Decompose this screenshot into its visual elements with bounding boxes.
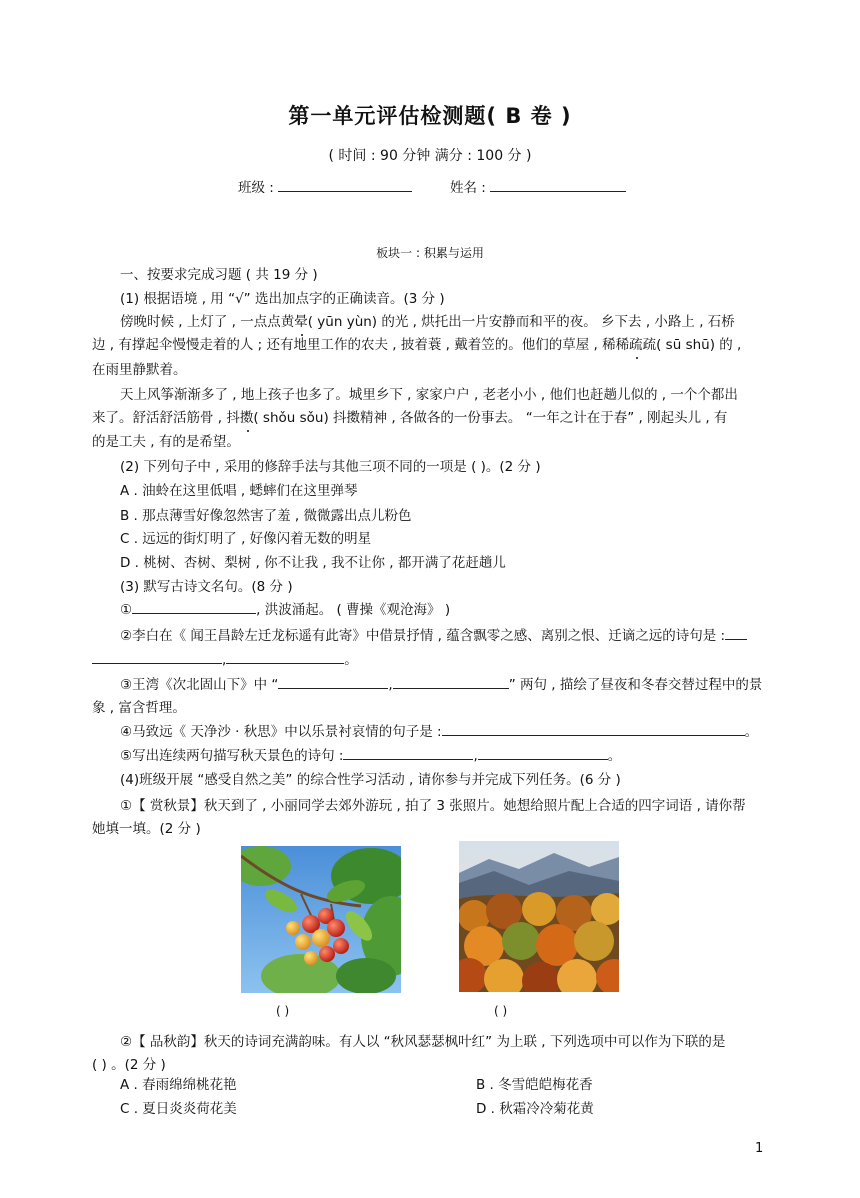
dotted-char: 疏: [629, 337, 643, 353]
q1-prompt: (1) 根据语境 , 用 “√” 选出加点字的正确读音。(3 分 ): [120, 291, 445, 307]
q4-option-b[interactable]: B . 冬雪皑皑梅花香: [476, 1077, 593, 1093]
berries-photo: [241, 846, 401, 993]
autumn-forest-photo: [459, 841, 619, 992]
q4-task-1-cont: 她填一填。(2 分 ): [92, 821, 201, 837]
q2-prompt: (2) 下列句子中 , 采用的修辞手法与其他三项不同的一项是 ( )。(2 分 ): [120, 459, 541, 475]
q3-item-3-cont: 象 , 富含哲理。: [92, 700, 186, 716]
name-blank[interactable]: [490, 179, 626, 192]
q4-option-c[interactable]: C . 夏日炎炎荷花美: [120, 1101, 237, 1117]
q3-item-2: ②李白在《 闻王昌龄左迁龙标遥有此寄》中借景抒情 , 蕴含飘零之感、离别之恨、迁谪之远的诗句是 :: [120, 626, 747, 646]
answer-blank[interactable]: [393, 676, 509, 689]
name-field: [450, 176, 626, 196]
q1-passage-line: 来了。舒活舒活筋骨 , 抖擞( shǒu sǒu) 抖擞精神 , 各做各的一份事去。 “一年之计在于春” , 刚起头儿 , 有: [92, 410, 728, 426]
answer-blank[interactable]: [278, 676, 388, 689]
q3-prompt: (3) 默写古诗文名句。(8 分 ): [120, 579, 293, 595]
class-blank[interactable]: [278, 179, 412, 192]
answer-blank[interactable]: [478, 747, 608, 760]
q1-passage-line: 天上风筝渐渐多了 , 地上孩子也多了。城里乡下 , 家家户户 , 老老小小 , 他们也赶趟儿似的 , 一个个都出: [120, 387, 738, 403]
q3-item-1: ① , 洪波涌起。 ( 曹操《观沧海》 ): [120, 602, 451, 618]
q4-option-d[interactable]: D . 秋霜冷冷菊花黄: [476, 1101, 594, 1117]
section-heading: 板块一 : 积累与运用: [376, 246, 484, 260]
answer-blank[interactable]: [132, 601, 256, 614]
q4-option-a[interactable]: A . 春雨绵绵桃花艳: [120, 1077, 237, 1093]
page-title: 第一单元评估检测题( B 卷 ): [288, 104, 572, 128]
q3-item-4: ④马致远《 天净沙 · 秋思》中以乐景衬哀情的句子是 : 。: [120, 724, 759, 740]
answer-blank[interactable]: [442, 723, 745, 736]
exam-time-score: ( 时间 : 90 分钟 满分 : 100 分 ): [328, 148, 532, 164]
q1-passage-line: 在雨里静默着。: [92, 362, 187, 378]
photo-caption-2[interactable]: ( ): [494, 1004, 508, 1018]
page-number: 1: [755, 1141, 764, 1156]
q1-passage-line: 傍晚时候 , 上灯了 , 一点点黄晕( yūn yùn) 的光 , 烘托出一片安静而和平的夜。 乡下去 , 小路上 , 石桥: [120, 314, 735, 330]
answer-blank[interactable]: [226, 651, 344, 664]
part-heading: 一、按要求完成习题 ( 共 19 分 ): [120, 267, 318, 283]
q2-option-c[interactable]: C . 远远的街灯明了 , 好像闪着无数的明星: [120, 531, 372, 547]
q4-task-1: ①【 赏秋景】秋天到了 , 小丽同学去郊外游玩 , 拍了 3 张照片。她想给照片配上合适的四字词语 , 请你帮: [120, 798, 746, 814]
q3-item-2-cont: , 。: [92, 650, 358, 670]
q1-passage-line: 边 , 有撑起伞慢慢走着的人 ; 还有地里工作的农夫 , 披着蓑 , 戴着笠的。他们的草屋 , 稀稀疏疏( sū shū) 的 ,: [92, 337, 742, 353]
q4-task-2: ②【 品秋韵】秋天的诗词充满韵味。有人以 “秋风瑟瑟枫叶红” 为上联 , 下列选项中可以作为下联的是: [120, 1034, 726, 1050]
class-label: 班级 :: [238, 180, 274, 196]
photo-caption-1[interactable]: ( ): [276, 1004, 290, 1018]
q2-option-a[interactable]: A . 油蛉在这里低唱 , 蟋蟀们在这里弹琴: [120, 483, 358, 499]
q2-option-b[interactable]: B . 那点薄雪好像忽然害了羞 , 微微露出点儿粉色: [120, 508, 412, 524]
q3-item-3: ③王湾《次北固山下》中 “ , ” 两句 , 描绘了昼夜和冬春交替过程中的景: [120, 677, 763, 693]
name-label: 姓名 :: [450, 180, 486, 196]
dotted-char: 晕: [294, 314, 308, 330]
class-field: [238, 176, 412, 196]
q2-option-d[interactable]: D . 桃树、杏树、梨树 , 你不让我 , 我不让你 , 都开满了花赶趟儿: [120, 555, 506, 571]
answer-blank[interactable]: [92, 651, 222, 664]
q4-prompt: (4)班级开展 “感受自然之美” 的综合性学习活动 , 请你参与并完成下列任务。(6 分 ): [120, 772, 621, 788]
q3-item-5: ⑤写出连续两句描写秋天景色的诗句 : , 。: [120, 748, 622, 764]
q1-passage-line: 的是工夫 , 有的是希望。: [92, 434, 240, 450]
q4-task-2-cont: ( ) 。(2 分 ): [92, 1057, 166, 1073]
answer-blank[interactable]: [725, 627, 747, 640]
dotted-char: 擞: [239, 410, 254, 426]
answer-blank[interactable]: [343, 747, 473, 760]
